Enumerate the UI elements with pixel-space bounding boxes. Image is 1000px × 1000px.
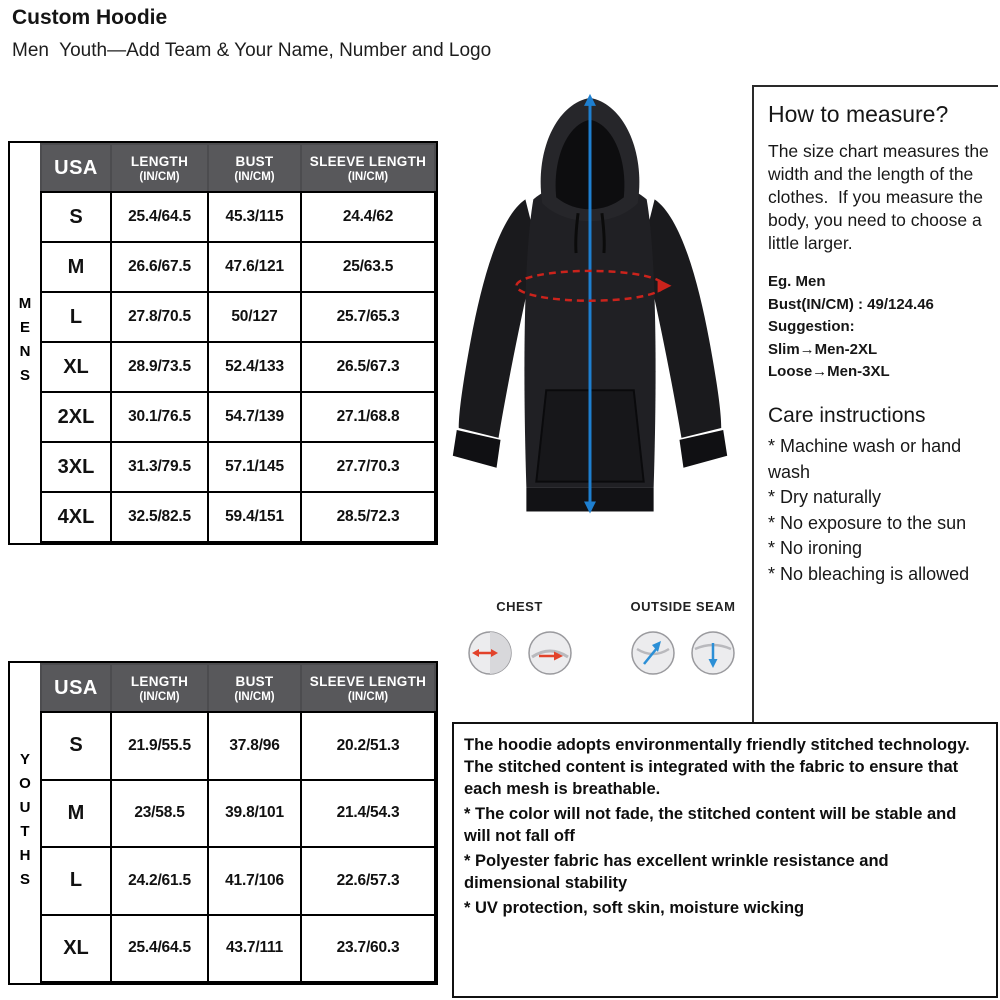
product-bullet: * Polyester fabric has excellent wrinkle resistance and dimensional stability — [464, 851, 889, 892]
bust-cell: 57.1/145 — [208, 442, 301, 492]
length-cell: 26.6/67.5 — [111, 242, 208, 292]
length-cell: 23/58.5 — [111, 780, 208, 848]
product-info-panel — [452, 722, 998, 998]
bust-cell: 50/127 — [208, 292, 301, 342]
chest-icons — [452, 629, 587, 677]
bust-cell: 45.3/115 — [208, 192, 301, 242]
page-subtitle: Men Youth—Add Team & Your Name, Number and Logo — [12, 40, 492, 61]
length-cell: 25.4/64.5 — [111, 915, 208, 983]
sleeve-cell: 21.4/54.3 — [301, 780, 435, 848]
length-cell: 28.9/73.5 — [111, 342, 208, 392]
length-cell: 27.8/70.5 — [111, 292, 208, 342]
table-row — [41, 442, 435, 492]
youths-size-chart — [8, 661, 438, 985]
bust-cell: 37.8/96 — [208, 712, 301, 780]
size-cell: 3XL — [41, 442, 111, 492]
product-bullet: * The color will not fade, the stitched content will be stable and will not fall off — [464, 804, 957, 845]
usa-header-label: USA — [54, 156, 98, 179]
hoodie-illustration — [430, 82, 750, 594]
seam-measure-icon-1 — [629, 629, 677, 677]
sleeve-cell: 20.2/51.3 — [301, 712, 435, 780]
bust-cell: 52.4/133 — [208, 342, 301, 392]
col-header-usa — [41, 144, 111, 192]
sleeve-cell: 27.1/68.8 — [301, 392, 435, 442]
sleeve-cell: 24.4/62 — [301, 192, 435, 242]
bust-unit-label: (IN/CM) — [234, 690, 275, 703]
chest-measure-icon-1 — [466, 629, 514, 677]
col-header-usa — [41, 664, 111, 712]
chest-label: CHEST — [496, 599, 543, 614]
how-to-measure-panel — [752, 85, 998, 722]
length-header-label: LENGTH — [130, 153, 189, 169]
chest-measure-icon-2 — [526, 629, 574, 677]
usa-header-label: USA — [54, 676, 98, 699]
table-row — [41, 192, 435, 242]
bust-unit-label: (IN/CM) — [234, 170, 275, 183]
bust-cell: 43.7/111 — [208, 915, 301, 983]
table-row — [41, 492, 435, 542]
sleeve-unit-label: (IN/CM) — [347, 690, 389, 703]
page-title: Custom Hoodie — [12, 6, 168, 29]
length-cell: 21.9/55.5 — [111, 712, 208, 780]
col-header-sleeve — [301, 664, 435, 712]
size-cell: S — [41, 712, 111, 780]
table-row — [41, 242, 435, 292]
outside-seam-label: OUTSIDE SEAM — [630, 599, 736, 614]
mens-group-label: MENS — [16, 295, 34, 391]
chest-measure-group — [452, 599, 587, 677]
sleeve-cell: 26.5/67.3 — [301, 342, 435, 392]
sleeve-cell: 25/63.5 — [301, 242, 435, 292]
example-line: Eg. Men — [768, 273, 826, 291]
table-row — [41, 915, 435, 983]
how-to-measure-title: How to measure? — [768, 101, 949, 127]
table-row — [41, 392, 435, 442]
page-header — [12, 6, 491, 62]
size-cell: M — [41, 780, 111, 848]
sleeve-cell: 27.7/70.3 — [301, 442, 435, 492]
youths-table-header-row — [41, 664, 435, 712]
size-cell: L — [41, 292, 111, 342]
care-item: * Machine wash or hand wash — [768, 435, 962, 482]
length-cell: 32.5/82.5 — [111, 492, 208, 542]
bust-cell: 41.7/106 — [208, 847, 301, 915]
bust-header-label: BUST — [235, 153, 274, 169]
table-row — [41, 292, 435, 342]
length-unit-label: (IN/CM) — [139, 170, 180, 183]
length-cell: 30.1/76.5 — [111, 392, 208, 442]
care-item: * No exposure to the sun — [768, 512, 967, 533]
how-to-measure-body: The size chart measures the width and the length of the clothes. If you measure the body, you need to choose a little larger. — [768, 141, 994, 254]
col-header-sleeve — [301, 144, 435, 192]
length-cell: 25.4/64.5 — [111, 192, 208, 242]
size-cell: S — [41, 192, 111, 242]
sleeve-cell: 23.7/60.3 — [301, 915, 435, 983]
col-header-length — [111, 144, 208, 192]
sleeve-cell: 25.7/65.3 — [301, 292, 435, 342]
seam-measure-icon-2 — [689, 629, 737, 677]
example-line: Bust(IN/CM) : 49/124.46 — [768, 295, 934, 313]
example-line: Loose→Men-3XL — [768, 363, 890, 381]
care-item: * No ironing — [768, 538, 863, 559]
bust-cell: 54.7/139 — [208, 392, 301, 442]
col-header-length — [111, 664, 208, 712]
youths-group-label: YOUTHS — [16, 751, 34, 895]
size-cell: 2XL — [41, 392, 111, 442]
size-cell: XL — [41, 342, 111, 392]
size-cell: 4XL — [41, 492, 111, 542]
length-cell: 24.2/61.5 — [111, 847, 208, 915]
mens-size-table — [40, 143, 436, 543]
bust-cell: 59.4/151 — [208, 492, 301, 542]
sleeve-cell: 22.6/57.3 — [301, 847, 435, 915]
mens-table-header-row — [41, 144, 435, 192]
size-cell: L — [41, 847, 111, 915]
sleeve-header-label: SLEEVE LENGTH — [309, 673, 427, 689]
hoodie-product-image — [430, 82, 750, 594]
product-bullet: * UV protection, soft skin, moisture wicking — [464, 898, 805, 917]
bust-cell: 47.6/121 — [208, 242, 301, 292]
col-header-bust — [208, 144, 301, 192]
youths-size-table — [40, 663, 436, 983]
care-instructions-list — [768, 434, 992, 587]
size-cell: XL — [41, 915, 111, 983]
care-item: * Dry naturally — [768, 487, 882, 508]
table-row — [41, 780, 435, 848]
example-line: Slim→Men-2XL — [768, 340, 878, 358]
bust-header-label: BUST — [235, 673, 274, 689]
mens-size-chart — [8, 141, 438, 545]
table-row — [41, 342, 435, 392]
table-row — [41, 712, 435, 780]
sleeve-unit-label: (IN/CM) — [347, 170, 389, 183]
sleeve-cell: 28.5/72.3 — [301, 492, 435, 542]
length-cell: 31.3/79.5 — [111, 442, 208, 492]
bust-cell: 39.8/101 — [208, 780, 301, 848]
care-item: * No bleaching is allowed — [768, 563, 970, 584]
outside-seam-icons — [608, 629, 758, 677]
sleeve-header-label: SLEEVE LENGTH — [309, 153, 427, 169]
example-line: Suggestion: — [768, 318, 855, 336]
size-cell: M — [41, 242, 111, 292]
outside-seam-measure-group — [608, 599, 758, 677]
col-header-bust — [208, 664, 301, 712]
length-header-label: LENGTH — [130, 673, 189, 689]
care-instructions-title: Care instructions — [768, 403, 926, 427]
length-unit-label: (IN/CM) — [139, 690, 180, 703]
sizing-example — [768, 271, 992, 384]
product-intro: The hoodie adopts environmentally friendly stitched technology. The stitched content is integrated with the fabric to ensure that each mesh is breathable. — [464, 736, 970, 798]
table-row — [41, 847, 435, 915]
